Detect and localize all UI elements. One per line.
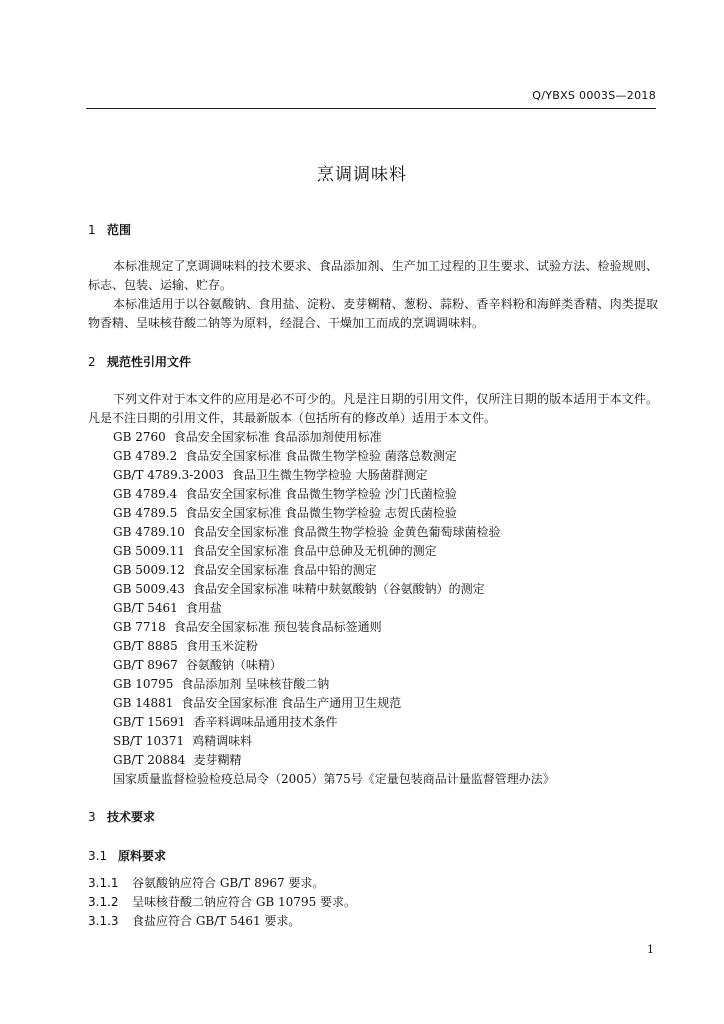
reference-name: 食品安全国家标准 食品微生物学检验 金黄色葡萄球菌检验 — [192, 525, 501, 539]
reference-name: 食用玉米淀粉 — [185, 639, 258, 653]
clause-number: 3.1.3 — [88, 914, 119, 928]
reference-name: 食用盐 — [185, 601, 222, 615]
reference-code: GB 5009.11 — [113, 544, 185, 558]
reference-code: GB/T 5461 — [113, 601, 178, 615]
reference-code: GB/T 8967 — [113, 658, 178, 672]
clause-3-1-2 — [88, 893, 356, 910]
reference-name: 香辛料调味品通用技术条件 — [193, 715, 338, 729]
section-2-title: 规范性引用文件 — [107, 355, 192, 369]
reference-name: 国家质量监督检验检疫总局令（2005）第75号《定量包装商品计量监督管理办法》 — [113, 772, 555, 786]
list-item — [113, 637, 555, 656]
reference-code: SB/T 10371 — [113, 734, 185, 748]
list-item — [113, 504, 555, 523]
reference-code: GB 5009.43 — [113, 582, 185, 596]
list-item — [113, 618, 555, 637]
list-item — [113, 428, 555, 447]
clause-number: 3.1.1 — [88, 876, 119, 890]
list-item — [113, 751, 555, 770]
list-item — [113, 580, 555, 599]
reference-name: 食品添加剂 呈味核苷酸二钠 — [181, 677, 330, 691]
subsection-3-1-heading — [88, 847, 166, 864]
subsection-number: 3.1 — [88, 849, 108, 863]
clause-number: 3.1.2 — [88, 895, 119, 909]
reference-name: 食品安全国家标准 味精中麸氨酸钠（谷氨酸钠）的测定 — [192, 582, 485, 596]
reference-name: 食品安全国家标准 食品中总砷及无机砷的测定 — [192, 544, 437, 558]
reference-name: 食品安全国家标准 食品微生物学检验 菌落总数测定 — [185, 449, 457, 463]
list-item — [113, 713, 555, 732]
reference-code: GB/T 4789.3-2003 — [113, 468, 224, 482]
reference-name: 食品安全国家标准 食品添加剂使用标准 — [173, 430, 382, 444]
reference-code: GB 4789.10 — [113, 525, 185, 539]
reference-code: GB 14881 — [113, 696, 174, 710]
section-2-number: 2 — [88, 355, 96, 369]
reference-code: GB 4789.2 — [113, 449, 178, 463]
list-item — [113, 542, 555, 561]
section-3-title: 技术要求 — [107, 810, 156, 824]
list-item — [113, 694, 555, 713]
list-item — [113, 770, 555, 789]
section-1-number: 1 — [88, 223, 96, 237]
list-item — [113, 599, 555, 618]
clause-3-1-1 — [88, 874, 324, 891]
scope-paragraph-2: 本标准适用于以谷氨酸钠、食用盐、淀粉、麦芽糊精、葱粉、蒜粉、香辛料粉和海鲜类香精、肉类提取物香精、呈味核苷酸二钠等为原料，经混合、干燥加工而成的烹调调味料。 — [88, 297, 658, 330]
scope-paragraph-1: 本标准规定了烹调调味料的技术要求、食品添加剂、生产加工过程的卫生要求、试验方法、检验规则、标志、包装、运输、贮存。 — [88, 259, 658, 292]
reference-name: 谷氨酸钠（味精） — [185, 658, 282, 672]
reference-name: 食品安全国家标准 食品微生物学检验 沙门氏菌检验 — [185, 487, 457, 501]
reference-name: 食品安全国家标准 食品微生物学检验 志贺氏菌检验 — [185, 506, 457, 520]
clause-text: 食盐应符合 GB/T 5461 要求。 — [132, 914, 301, 928]
section-3-number: 3 — [88, 810, 96, 824]
clause-text: 呈味核苷酸二钠应符合 GB 10795 要求。 — [132, 895, 357, 909]
reference-code: GB 10795 — [113, 677, 174, 691]
document-title: 烹调调味料 — [317, 165, 407, 185]
reference-code: GB 4789.5 — [113, 506, 178, 520]
header-rule — [86, 108, 656, 109]
reference-code: GB/T 15691 — [113, 715, 186, 729]
reference-list — [113, 428, 555, 789]
standard-code: Q/YBXS 0003S—2018 — [532, 89, 656, 102]
list-item — [113, 561, 555, 580]
reference-code: GB 5009.12 — [113, 563, 185, 577]
list-item — [113, 447, 555, 466]
reference-code: GB/T 8885 — [113, 639, 178, 653]
reference-code: GB 2760 — [113, 430, 166, 444]
subsection-title: 原料要求 — [118, 849, 167, 863]
page-number: 1 — [647, 943, 654, 956]
clause-3-1-3 — [88, 912, 300, 929]
references-intro: 下列文件对于本文件的应用是必不可少的。凡是注日期的引用文件，仅所注日期的版本适用于本文件。凡是不注日期的引用文件，其最新版本（包括所有的修改单）适用于本文件。 — [88, 392, 658, 425]
list-item — [113, 523, 555, 542]
reference-name: 鸡精调味料 — [192, 734, 253, 748]
reference-name: 食品卫生微生物学检验 大肠菌群测定 — [231, 468, 428, 482]
reference-code: GB 4789.4 — [113, 487, 178, 501]
reference-code: GB 7718 — [113, 620, 166, 634]
reference-name: 食品安全国家标准 预包装食品标签通则 — [173, 620, 382, 634]
clause-text: 谷氨酸钠应符合 GB/T 8967 要求。 — [132, 876, 325, 890]
reference-code: GB/T 20884 — [113, 753, 186, 767]
list-item — [113, 732, 555, 751]
list-item — [113, 656, 555, 675]
reference-name: 食品安全国家标准 食品生产通用卫生规范 — [181, 696, 402, 710]
list-item — [113, 675, 555, 694]
section-1-title: 范围 — [107, 223, 132, 237]
reference-name: 麦芽糊精 — [193, 753, 242, 767]
list-item — [113, 485, 555, 504]
section-3-heading — [88, 808, 155, 825]
section-1-heading — [88, 221, 131, 238]
list-item — [113, 466, 555, 485]
section-2-heading — [88, 353, 191, 370]
reference-name: 食品安全国家标准 食品中铅的测定 — [192, 563, 377, 577]
